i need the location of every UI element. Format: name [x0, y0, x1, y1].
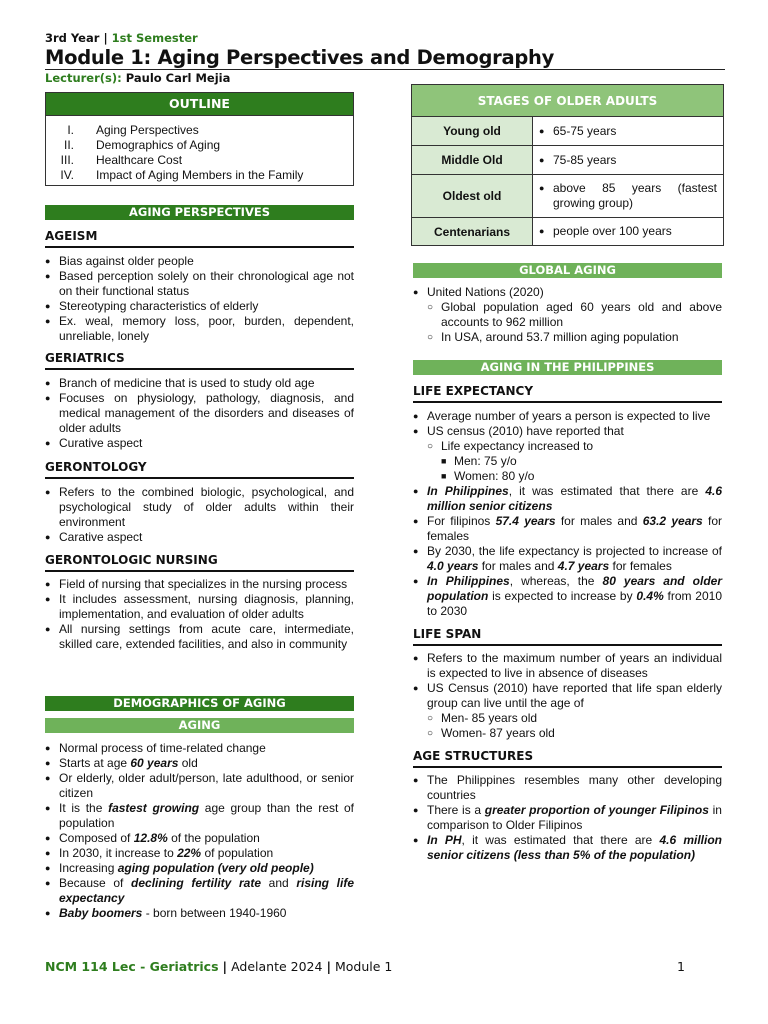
list-item: ● United Nations (2020) ○ Global population aged 60 years old and above accounts to 962 million ○ In USA, around 53.7 million aging population — [413, 285, 722, 345]
list-item: ● Branch of medicine that is used to study old age — [45, 376, 354, 391]
sub-item: ○ Women- 87 years old — [427, 726, 722, 741]
list-item: ● Based perception solely on their chronological age not on their functional status — [45, 269, 354, 299]
heading-life-expectancy: LIFE EXPECTANCY — [413, 384, 722, 403]
stage-name: Centenarians — [412, 218, 533, 246]
heading-ageism: AGEISM — [45, 229, 354, 248]
outline-item — [46, 138, 353, 153]
heading-gerontologic-nursing: GERONTOLOGIC NURSING — [45, 553, 354, 572]
sub-item: ○ Life expectancy increased to ■ Men: 75 y/o ■ Women: 80 y/o — [427, 439, 722, 484]
semester-label: 1st Semester — [111, 31, 198, 45]
section-band-aging-philippines: AGING IN THE PHILIPPINES — [413, 360, 722, 375]
separator: | — [326, 959, 332, 974]
list-item: ● US Census (2010) have reported that life span elderly group can live until the age of ○ Men- 85 years old ○ Women- 87 years old — [413, 681, 722, 741]
list-item: ● In PH, it was estimated that there are 4.6 million senior citizens (less than 5% of the population) — [413, 833, 722, 863]
list-item: ● In 2030, it increase to 22% of population — [45, 846, 354, 861]
table-row — [412, 218, 724, 246]
outline-heading: OUTLINE — [46, 93, 353, 116]
sub-item: ○ Men- 85 years old — [427, 711, 722, 726]
life-span-list — [413, 651, 722, 741]
list-item: ● By 2030, the life expectancy is projected to increase of 4.0 years for males and 4.7 years for females — [413, 544, 722, 574]
list-item: ● Ex. weal, memory loss, poor, burden, dependent, unreliable, lonely — [45, 314, 354, 344]
sub-item: ○ In USA, around 53.7 million aging population — [427, 330, 722, 345]
list-item: ● Refers to the maximum number of years an individual is expected to live in absence of diseases — [413, 651, 722, 681]
list-item: ● All nursing settings from acute care, intermediate, skilled care, extended facilities, and also in community — [45, 622, 354, 652]
list-item: ● 65-75 years — [539, 124, 717, 139]
life-expectancy-list — [413, 409, 722, 619]
list-item: ● Bias against older people — [45, 254, 354, 269]
sub-item: ○ Global population aged 60 years old and above accounts to 962 million — [427, 300, 722, 330]
sub-sub-item: ■ Men: 75 y/o — [441, 454, 722, 469]
outline-text: Demographics of Aging — [96, 138, 221, 152]
lecturer-name: Paulo Carl Mejia — [125, 71, 231, 85]
list-item: ● Stereotyping characteristics of elderly — [45, 299, 354, 314]
list-item: ● above 85 years (fastest growing group) — [539, 181, 717, 211]
subsection-band-aging: AGING — [45, 718, 354, 733]
stage-range — [533, 146, 724, 175]
outline-num: IV. — [60, 168, 74, 182]
list-item: ● There is a greater proportion of younger Filipinos in comparison to Older Filipinos — [413, 803, 722, 833]
list-item: ● It includes assessment, nursing diagnosis, planning, implementation, and evaluation of older adults — [45, 592, 354, 622]
page-footer — [45, 959, 392, 974]
title-divider — [45, 69, 725, 70]
outline-text: Aging Perspectives — [96, 123, 199, 137]
list-item: ● For filipinos 57.4 years for males and 63.2 years for females — [413, 514, 722, 544]
list-item: ● Average number of years a person is expected to live — [413, 409, 722, 424]
year-label: 3rd Year — [45, 31, 100, 45]
list-item: ● US census (2010) have reported that ○ Life expectancy increased to ■ Men: 75 y/o ■ Women: 80 y/o — [413, 424, 722, 484]
sub-sub-item: ■ Women: 80 y/o — [441, 469, 722, 484]
outline-box — [45, 92, 354, 186]
list-item: ● In Philippines, it was estimated that there are 4.6 million senior citizens — [413, 484, 722, 514]
table-row — [412, 175, 724, 218]
stage-range — [533, 218, 724, 246]
list-item: ● Normal process of time-related change — [45, 741, 354, 756]
page-title: Module 1: Aging Perspectives and Demography — [45, 46, 554, 69]
section-band-demographics: DEMOGRAPHICS OF AGING — [45, 696, 354, 711]
separator: | — [103, 31, 108, 45]
lecturer-line — [45, 71, 230, 85]
heading-age-structures: AGE STRUCTURES — [413, 749, 722, 768]
table-row — [412, 117, 724, 146]
list-item: ● Composed of 12.8% of the population — [45, 831, 354, 846]
lecturer-label: Lecturer(s): — [45, 71, 122, 85]
list-item: ● Carative aspect — [45, 530, 354, 545]
heading-life-span: LIFE SPAN — [413, 627, 722, 646]
stage-name: Middle Old — [412, 146, 533, 175]
separator: | — [222, 959, 228, 974]
list-item: ● It is the fastest growing age group than the rest of population — [45, 801, 354, 831]
age-structures-list — [413, 773, 722, 863]
section-band-global-aging: GLOBAL AGING — [413, 263, 722, 278]
global-aging-list — [413, 285, 722, 345]
footer-batch: Adelante 2024 — [231, 959, 323, 974]
section-band-aging-perspectives: AGING PERSPECTIVES — [45, 205, 354, 220]
outline-text: Impact of Aging Members in the Family — [96, 168, 304, 182]
page-number: 1 — [677, 959, 685, 974]
list-item: ● Refers to the combined biologic, psychological, and psychological study of older adults within their environment — [45, 485, 354, 530]
outline-text: Healthcare Cost — [96, 153, 183, 167]
list-item: ● Curative aspect — [45, 436, 354, 451]
geriatrics-list — [45, 376, 354, 451]
list-item: ● Field of nursing that specializes in the nursing process — [45, 577, 354, 592]
list-item: ● Focuses on physiology, pathology, diagnosis, and medical management of the disorders and diseases of older adults — [45, 391, 354, 436]
heading-gerontology: GERONTOLOGY — [45, 460, 354, 479]
stage-name: Oldest old — [412, 175, 533, 218]
outline-num: III. — [60, 153, 74, 167]
footer-module: Module 1 — [335, 959, 393, 974]
list-item: ● Increasing aging population (very old people) — [45, 861, 354, 876]
gerontologic-nursing-list — [45, 577, 354, 652]
list-item: ● 75-85 years — [539, 153, 717, 168]
list-item: ● The Philippines resembles many other developing countries — [413, 773, 722, 803]
list-item: ● In Philippines, whereas, the 80 years and older population is expected to increase by 0.4% from 2010 to 2030 — [413, 574, 722, 619]
outline-list — [46, 116, 353, 183]
outline-num: I. — [67, 123, 74, 137]
course-year-line — [45, 31, 198, 45]
ageism-list — [45, 254, 354, 344]
aging-list — [45, 741, 354, 921]
list-item: ● Starts at age 60 years old — [45, 756, 354, 771]
outline-item — [46, 153, 353, 168]
list-item: ● people over 100 years — [539, 224, 717, 239]
list-item: ● Because of declining fertility rate and rising life expectancy — [45, 876, 354, 906]
footer-course: NCM 114 Lec - Geriatrics — [45, 959, 219, 974]
outline-num: II. — [63, 138, 74, 152]
stage-range — [533, 175, 724, 218]
stages-table-heading: STAGES OF OLDER ADULTS — [412, 85, 724, 117]
stage-range — [533, 117, 724, 146]
stage-name: Young old — [412, 117, 533, 146]
list-item: ● Or elderly, older adult/person, late adulthood, or senior citizen — [45, 771, 354, 801]
outline-item — [46, 123, 353, 138]
outline-item — [46, 168, 353, 183]
list-item: ● Baby boomers - born between 1940-1960 — [45, 906, 354, 921]
stages-table — [411, 84, 724, 246]
gerontology-list — [45, 485, 354, 545]
table-row — [412, 146, 724, 175]
heading-geriatrics: GERIATRICS — [45, 351, 354, 370]
